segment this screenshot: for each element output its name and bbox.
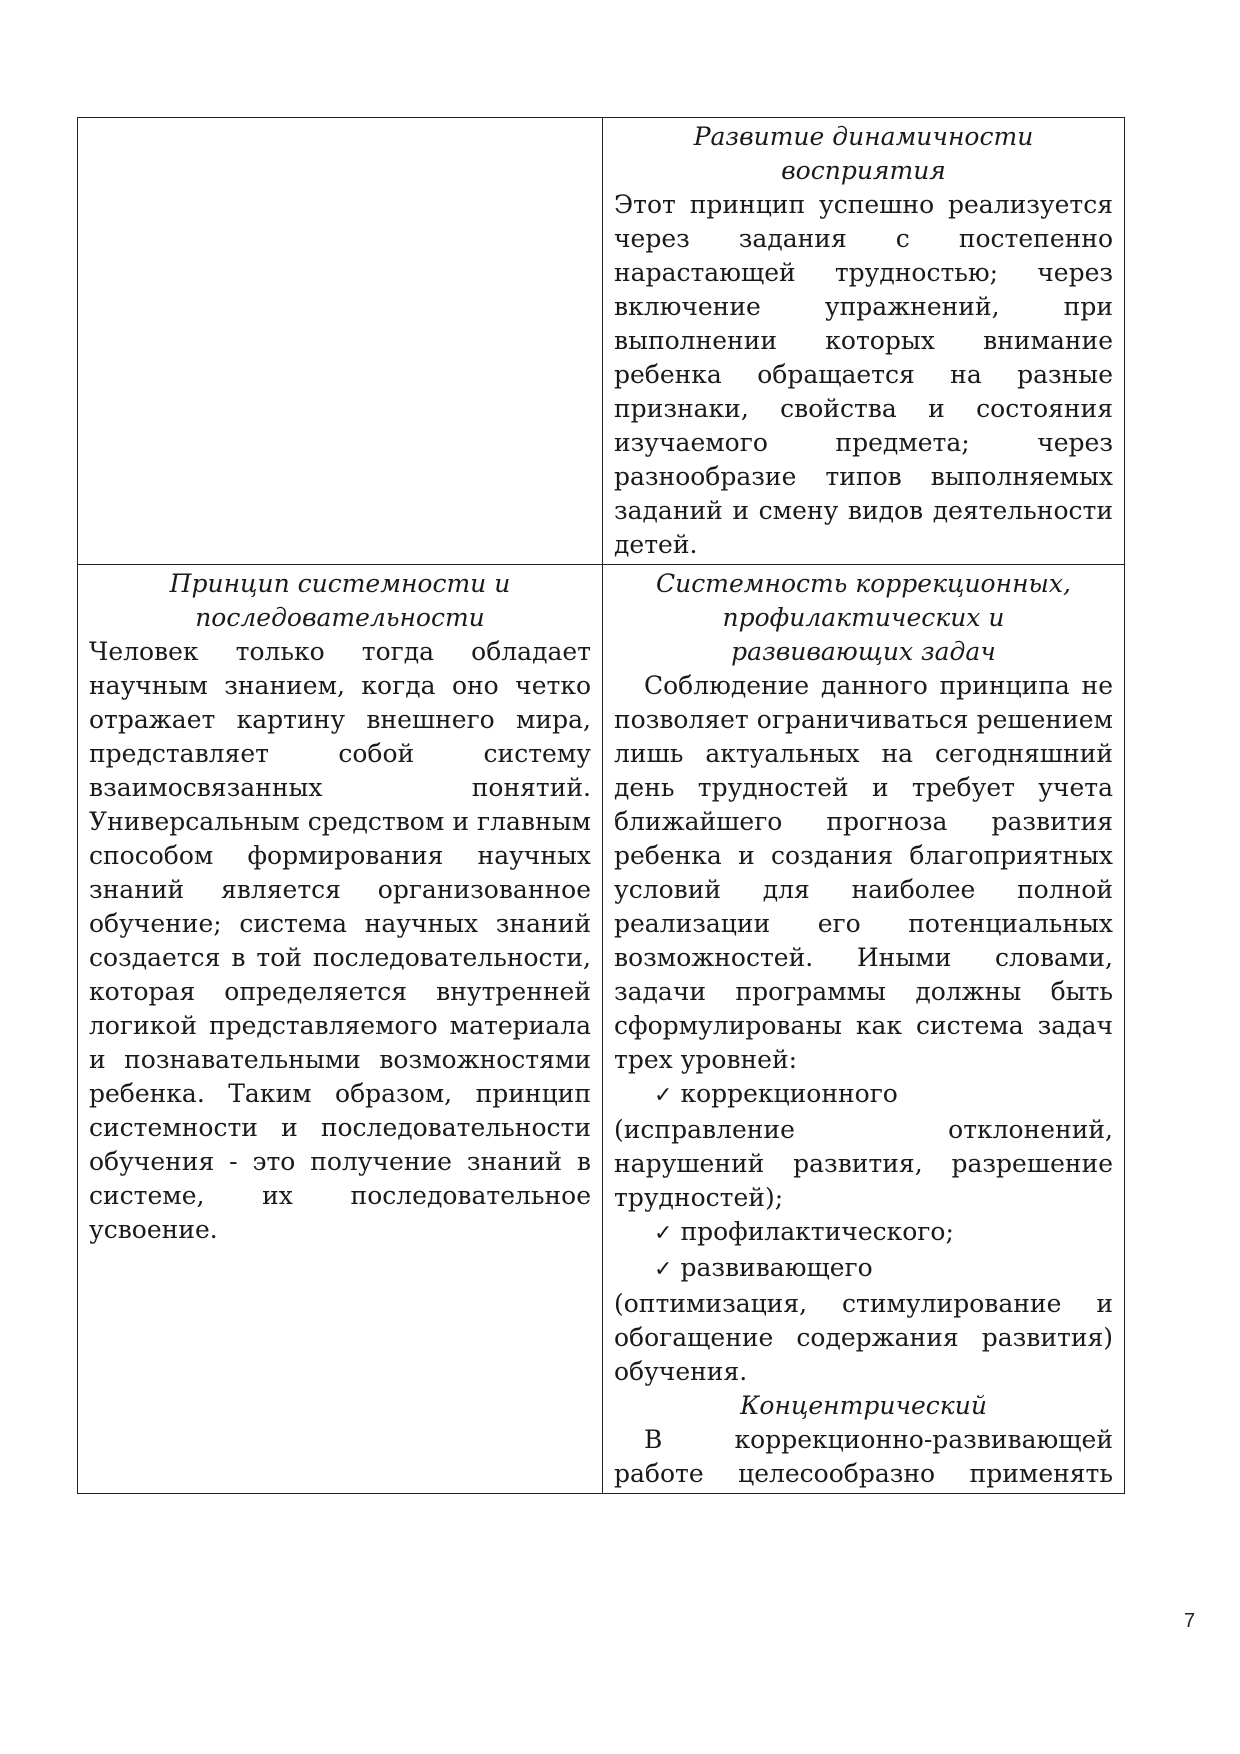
cell-text: В коррекционно-развивающей работе целесообразно применять [614,1425,1113,1488]
row2-left-cell [78,565,603,1494]
cell-text: Соблюдение данного принципа не позволяет ограничиваться решением лишь актуальных на сегодняшний день трудностей и требует учета ближайшего прогноза развития ребенка и создания благоприятных условий для наиболее полной реализации его потенциальных возможностей. Иными словами, задачи программы должны быть сформулированы как система задач трех уровней: [614,671,1113,1074]
list-item [614,1215,1113,1251]
checkmark-icon: ✓ [654,1083,673,1108]
checkmark-icon: ✓ [654,1257,673,1282]
cell-subtitle: Концентрический [740,1391,987,1420]
table-row [78,565,1125,1494]
row1-right-cell [603,118,1125,565]
cell-title: Системность коррекционных, профилактических и развивающих задач [656,569,1071,666]
cell-text: Этот принцип успешно реализуется через задания с постепенно нарастающей трудностью; через включение упражнений, при выполнении которых внимание ребенка обращается на разные признаки, свойства и состояния изучаемого предмета; через разнообразие типов выполняемых заданий и смену видов деятельности детей. [614,190,1113,559]
cell-title: Развитие динамичности восприятия [693,122,1034,185]
list-item-label: коррекционного [680,1079,898,1108]
list-item-label: профилактического; [680,1217,954,1246]
page-number: 7 [1184,1610,1196,1632]
list-item [614,1077,1113,1113]
cell-text: Человек только тогда обладает научным знанием, когда оно четко отражает картину внешнего мира, представляет собой систему взаимосвязанных понятий. Универсальным средством и главным способом формирования научных знаний является организованное обучение; система научных знаний создается в той последовательности, которая определяется внутренней логикой представляемого материала и познавательными возможностями ребенка. Таким образом, принцип системности и последовательности обучения - это получение знаний в системе, их последовательное усвоение. [89,637,591,1244]
row1-left-cell [78,118,603,565]
table-row [78,118,1125,565]
cell-title: Принцип системности и последовательности [169,569,511,632]
list-item-label: развивающего [680,1253,873,1282]
principles-table [77,117,1125,1494]
list-item-description: (оптимизация, стимулирование и обогащение содержания развития) обучения. [614,1289,1113,1386]
list-item [614,1251,1113,1287]
checkmark-icon: ✓ [654,1221,673,1246]
list-item-description: (исправление отклонений, нарушений развития, разрешение трудностей); [614,1115,1113,1212]
row2-right-cell [603,565,1125,1494]
